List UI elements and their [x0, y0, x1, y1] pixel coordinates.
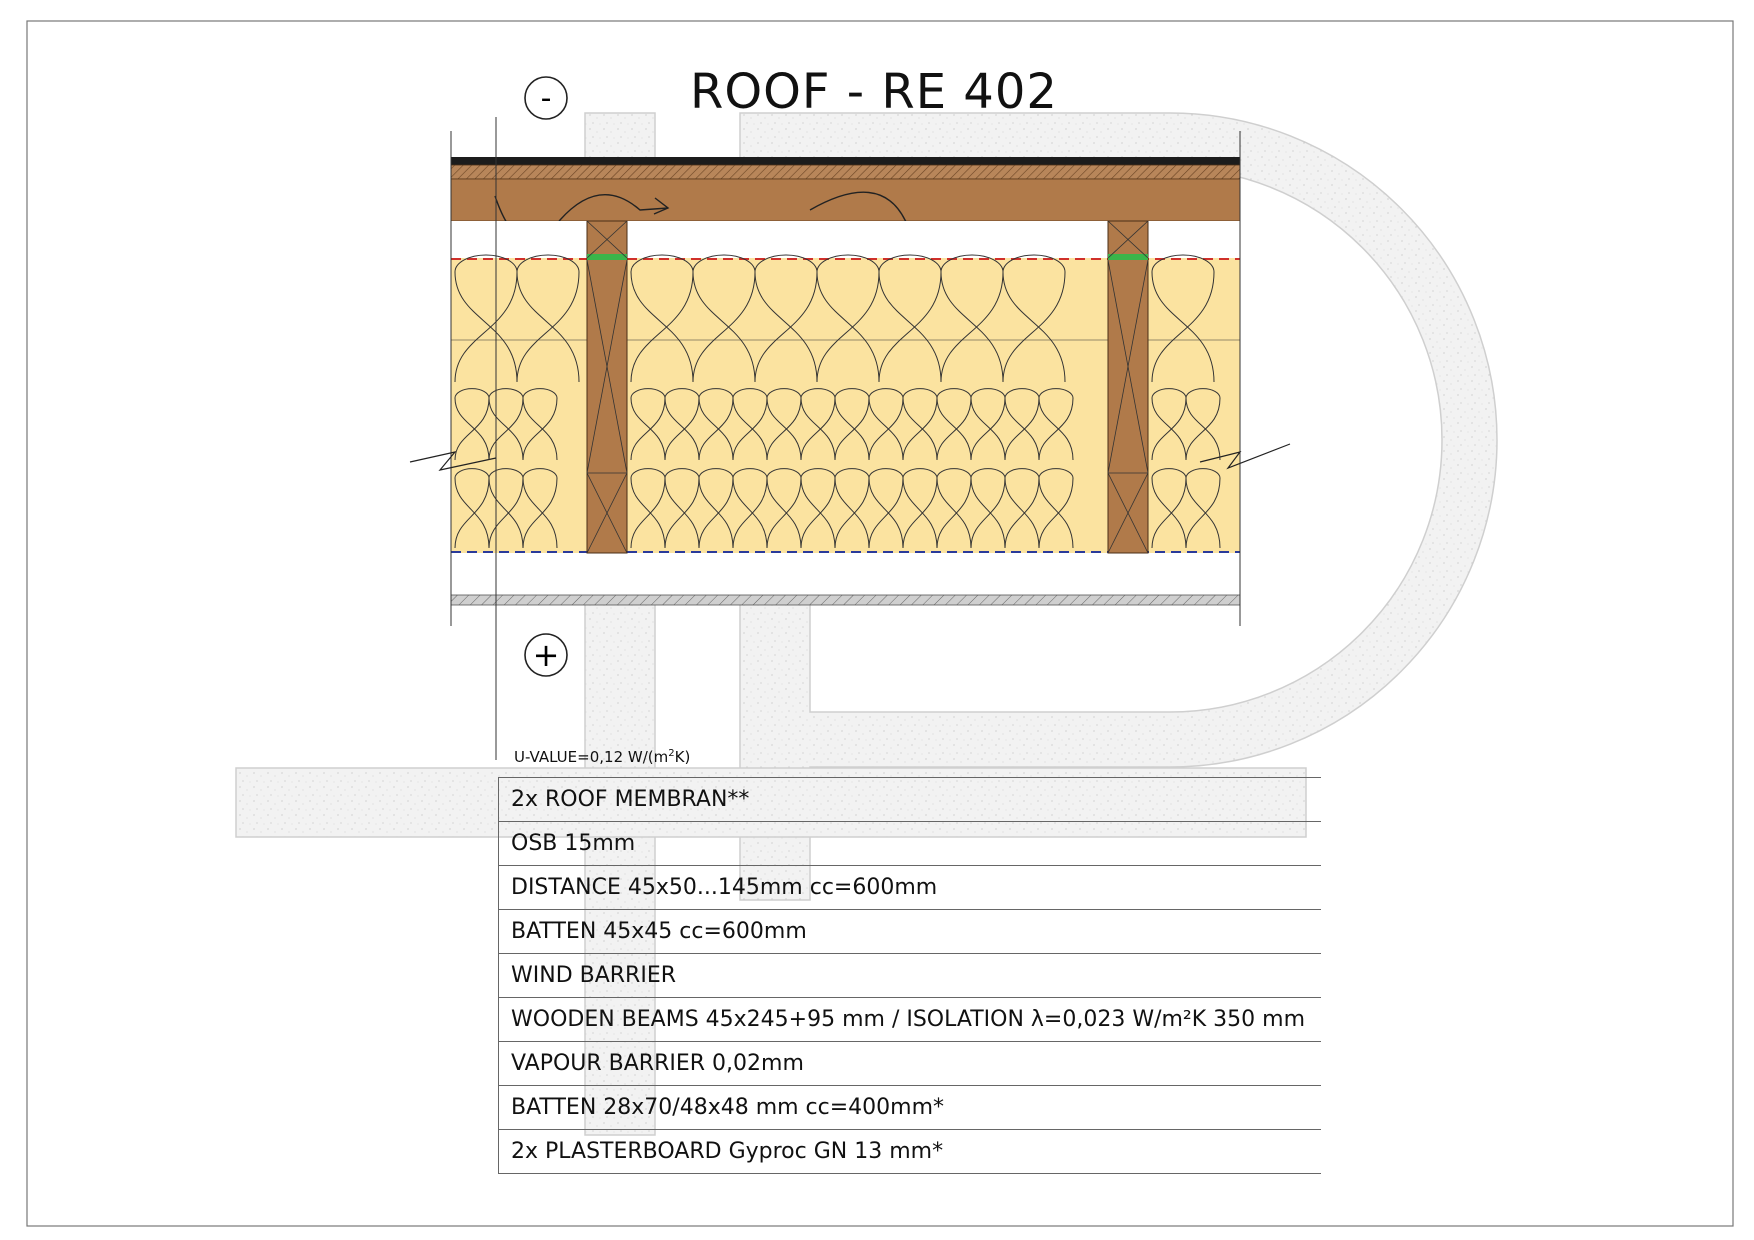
osb-board: [451, 165, 1240, 179]
u-value-suffix: K): [674, 748, 691, 766]
outside-marker: [525, 77, 567, 119]
plasterboard: [451, 595, 1240, 605]
layer-item: BATTEN 28x70/48x48 mm cc=400mm*: [499, 1086, 1321, 1130]
layer-item: VAPOUR BARRIER 0,02mm: [499, 1042, 1321, 1086]
layer-item: 2x ROOF MEMBRAN**: [499, 777, 1321, 822]
beam-right: [1108, 221, 1148, 553]
layer-item: WIND BARRIER: [499, 954, 1321, 998]
roof-membrane: [451, 157, 1240, 165]
u-value-superscript: 2: [668, 748, 675, 759]
u-value-label: U-VALUE=0,12 W/(m: [514, 748, 669, 766]
u-value: [514, 748, 690, 766]
drawing-title: ROOF - RE 402: [690, 64, 1058, 120]
inside-marker: [525, 634, 567, 676]
layer-item: WOODEN BEAMS 45x245+95 mm / ISOLATION λ=0,023 W/m²K 350 mm: [499, 998, 1321, 1042]
layer-list: [498, 777, 1321, 1174]
plus-sign: +: [532, 636, 560, 674]
minus-sign: -: [540, 81, 552, 116]
layer-item: 2x PLASTERBOARD Gyproc GN 13 mm*: [499, 1130, 1321, 1174]
beam-left: [587, 221, 627, 553]
layer-item: OSB 15mm: [499, 822, 1321, 866]
distance-battens: [451, 179, 1240, 221]
layer-item: DISTANCE 45x50...145mm cc=600mm: [499, 866, 1321, 910]
layer-item: BATTEN 45x45 cc=600mm: [499, 910, 1321, 954]
